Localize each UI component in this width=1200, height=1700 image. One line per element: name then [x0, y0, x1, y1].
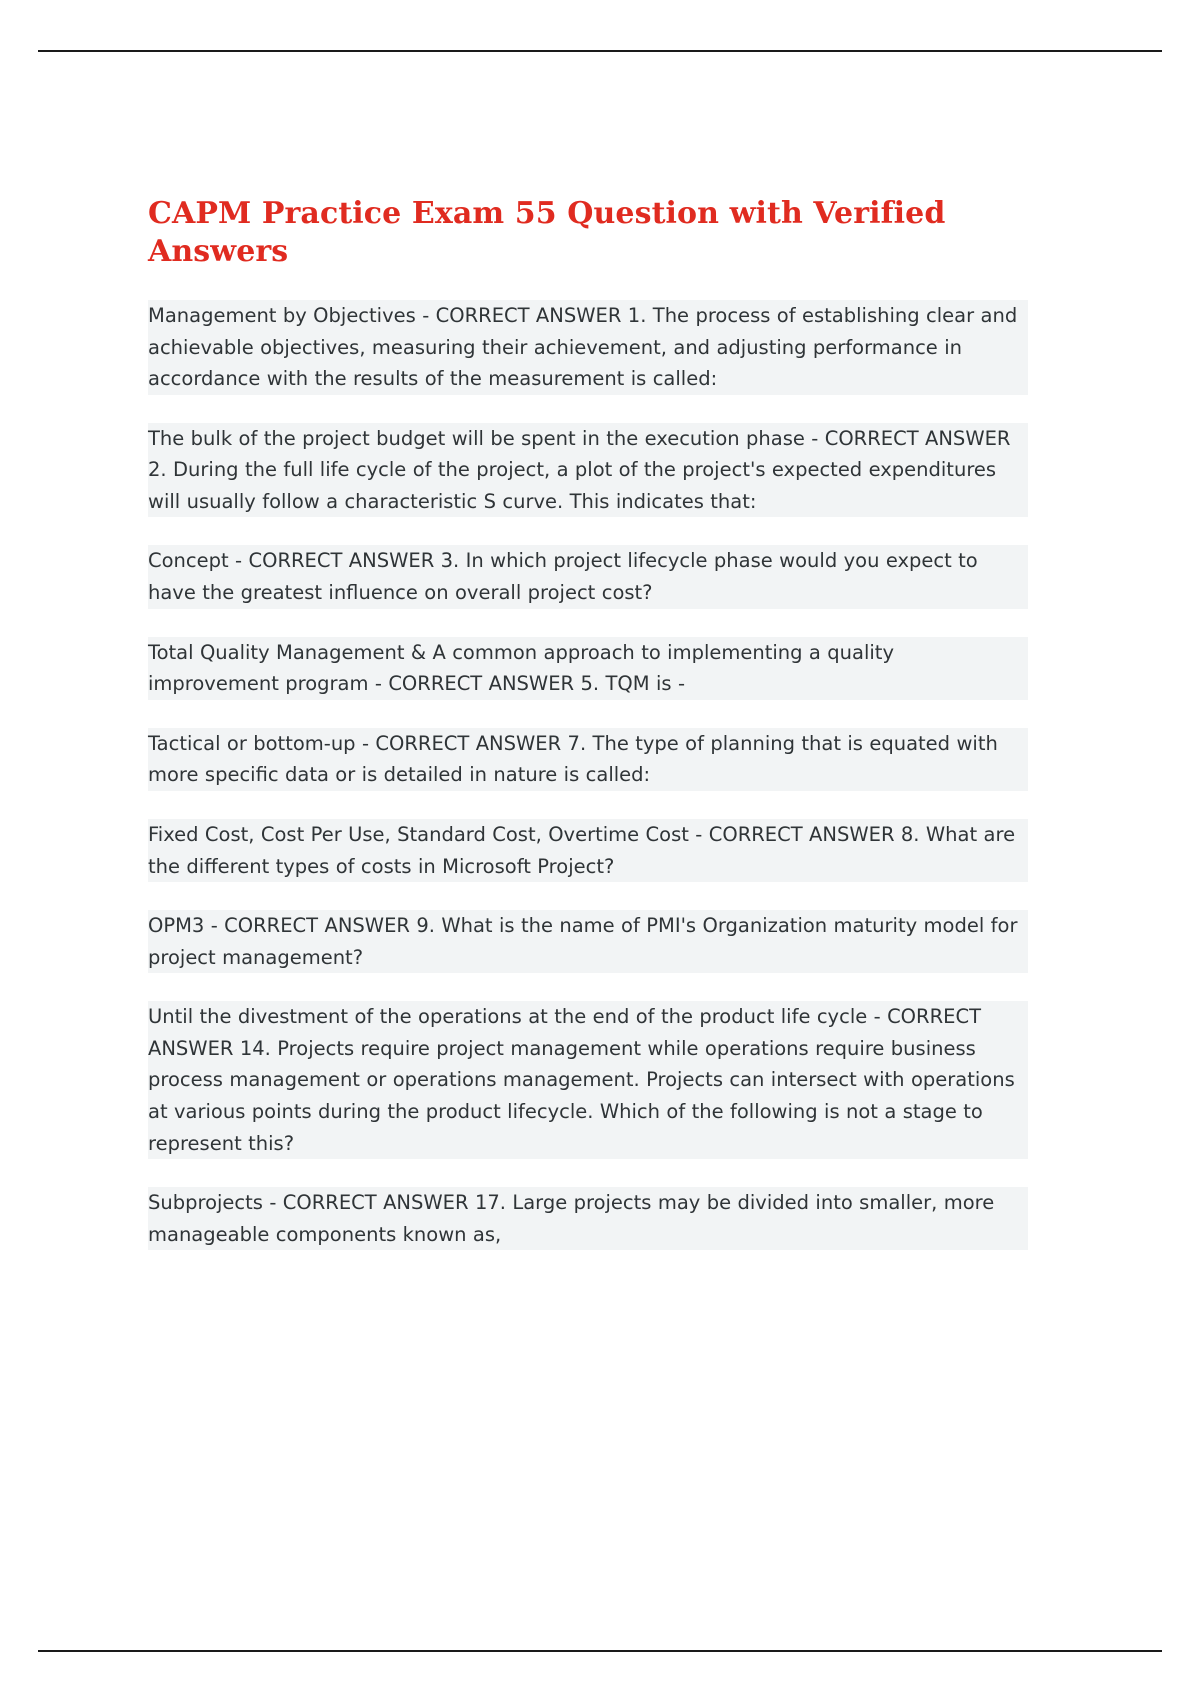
- answer-paragraph: Fixed Cost, Cost Per Use, Standard Cost, Overtime Cost - CORRECT ANSWER 8. What are the different types of costs in Microsoft Project?: [148, 819, 1028, 882]
- answer-paragraph: Subprojects - CORRECT ANSWER 17. Large projects may be divided into smaller, more manageable components known as,: [148, 1187, 1028, 1250]
- answer-paragraph: Tactical or bottom-up - CORRECT ANSWER 7. The type of planning that is equated with more specific data or is detailed in nature is called:: [148, 728, 1028, 791]
- answer-paragraph: The bulk of the project budget will be spent in the execution phase - CORRECT ANSWER 2. During the full life cycle of the project, a plot of the project's expected expenditures will usually follow a characteristic S curve. This indicates that:: [148, 423, 1028, 518]
- header-divider: [38, 50, 1162, 52]
- document-body: [148, 195, 1028, 1250]
- answer-paragraph: Until the divestment of the operations at the end of the product life cycle - CORRECT ANSWER 14. Projects require project management while operations require business process management or operations management. Projects can intersect with operations at various points during the product lifecycle. Which of the following is not a stage to represent this?: [148, 1001, 1028, 1159]
- answer-paragraph: Management by Objectives - CORRECT ANSWER 1. The process of establishing clear and achievable objectives, measuring their achievement, and adjusting performance in accordance with the results of the measurement is called:: [148, 300, 1028, 395]
- answer-paragraph: Concept - CORRECT ANSWER 3. In which project lifecycle phase would you expect to have the greatest influence on overall project cost?: [148, 545, 1028, 608]
- page-title: CAPM Practice Exam 55 Question with Verified Answers: [148, 196, 946, 269]
- answer-paragraph: OPM3 - CORRECT ANSWER 9. What is the name of PMI's Organization maturity model for project management?: [148, 910, 1028, 973]
- answer-paragraph: Total Quality Management & A common approach to implementing a quality improvement program - CORRECT ANSWER 5. TQM is -: [148, 637, 1028, 700]
- footer-divider: [38, 1650, 1162, 1652]
